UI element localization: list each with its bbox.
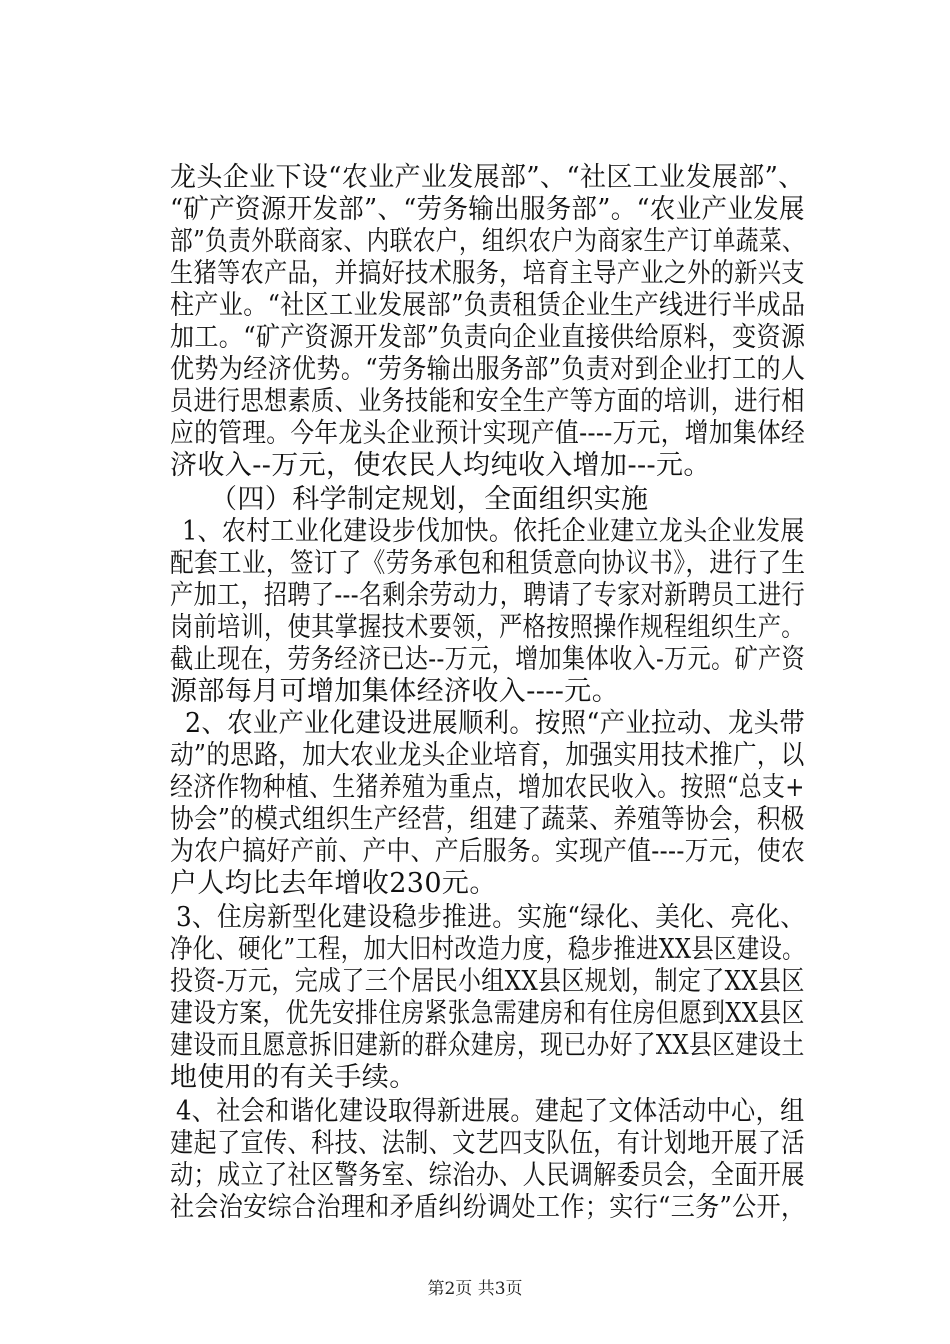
text-line: 2、农业产业化建设进展顺利。按照“产业拉动、龙头带 [185,708,806,739]
text-line: 投资-万元，完成了三个居民小组XX县区规划，制定了XX县区 [170,966,805,997]
text-line: 建设而且愿意拆旧建新的群众建房，现已办好了XX县区建设土 [170,1030,805,1061]
text-line: “矿产资源开发部”、“劳务输出服务部”。“农业产业发展 [170,194,805,225]
text-line: 部”负责外联商家、内联农户，组织农户为商家生产订单蔬菜、 [170,226,806,257]
text-line: 源部每月可增加集体经济收入----元。 [170,676,620,707]
text-line: 地使用的有关手续。 [170,1062,417,1093]
text-line: 优势为经济优势。“劳务输出服务部”负责对到企业打工的人 [170,354,806,385]
text-line: 社会治安综合治理和矛盾纠纷调处工作；实行“三务”公开， [170,1192,806,1223]
text-line: 配套工业，签订了《劳务承包和租赁意向协议书》，进行了生 [170,548,806,579]
text-line: 岗前培训，使其掌握技术要领，严格按照操作规程组织生产。 [170,612,805,643]
text-line: 1、农村工业化建设步伐加快。依托企业建立龙头企业发展 [182,516,805,547]
text-line: 3、住房新型化建设稳步推进。实施“绿化、美化、亮化、 [176,902,806,933]
text-line: 动”的思路，加大农业龙头企业培育，加强实用技术推广，以 [170,740,805,771]
text-line: 动；成立了社区警务室、综治办、人民调解委员会，全面开展 [170,1160,805,1191]
text-line: 生猪等农产品，并搞好技术服务，培育主导产业之外的新兴支 [170,258,805,289]
text-line: 为农户搞好产前、产中、产后服务。实现产值----万元，使农 [170,836,806,867]
text-line: 产加工，招聘了---名剩余劳动力，聘请了专家对新聘员工进行 [170,580,806,611]
text-line: 济收入--万元，使农民人均纯收入增加---元。 [170,450,711,481]
text-line: 净化、硬化”工程，加大旧村改造力度，稳步推进XX县区建设。 [170,934,805,965]
text-line: 员进行思想素质、业务技能和安全生产等方面的培训，进行相 [170,386,805,417]
text-line: 截止现在，劳务经济已达--万元，增加集体收入-万元。矿产资 [170,644,806,675]
text-line: 加工。“矿产资源开发部”负责向企业直接供给原料，变资源 [170,322,806,353]
text-line: 应的管理。今年龙头企业预计实现产值----万元，增加集体经 [170,418,806,449]
text-line: 4、社会和谐化建设取得新进展。建起了文体活动中心，组 [176,1096,805,1127]
text-line: 协会”的模式组织生产经营，组建了蔬菜、养殖等协会，积极 [170,804,805,835]
text-line: 户人均比去年增收230元。 [170,868,497,899]
text-line: 建设方案，优先安排住房紧张急需建房和有住房但愿到XX县区 [170,998,805,1029]
text-line: 柱产业。“社区工业发展部”负责租赁企业生产线进行半成品 [170,290,806,321]
text-line: 经济作物种植、生猪养殖为重点，增加农民收入。按照“总支+ [170,772,805,803]
text-line: （四）科学制定规划，全面组织实施 [210,484,649,515]
text-line: 龙头企业下设“农业产业发展部”、“社区工业发展部”、 [170,162,805,193]
text-line: 建起了宣传、科技、法制、文艺四支队伍，有计划地开展了活 [170,1128,805,1159]
page-footer: 第2页 共3页 [427,1279,523,1299]
